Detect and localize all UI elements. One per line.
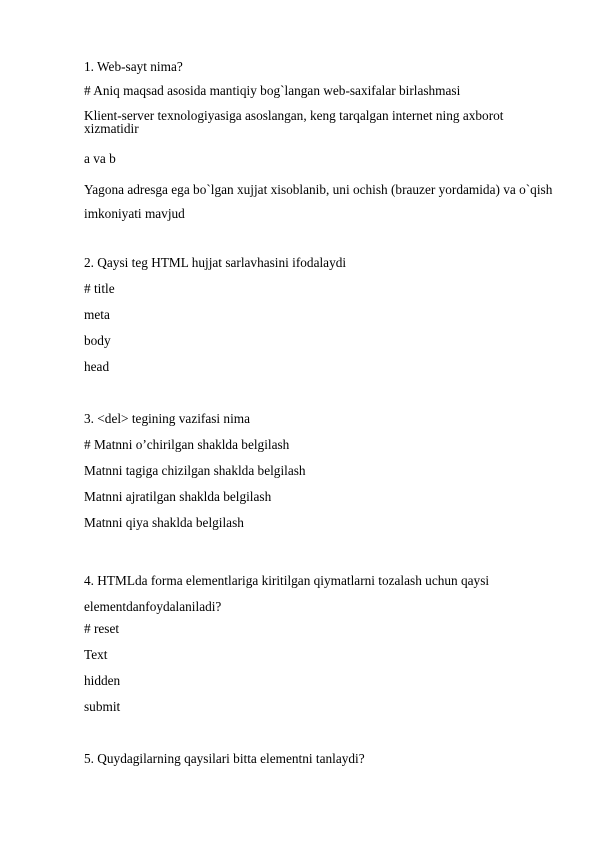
question-1-answer-3: a va b — [84, 151, 116, 166]
question-3-answer-3: Matnni ajratilgan shaklda belgilash — [84, 489, 272, 504]
question-4-title: 4. HTMLda forma elementlariga kiritilgan qiymatlarni tozalash uchun qaysi elementdanfoydalaniladi? — [84, 573, 490, 614]
question-4-answer-4: submit — [84, 699, 121, 714]
question-1-title: 1. Web-sayt nima? — [84, 59, 183, 74]
question-3-answer-2: Matnni tagiga chizilgan shaklda belgilash — [84, 463, 306, 478]
question-3-answer-1: # Matnni o’chirilgan shaklda belgilash — [84, 437, 290, 452]
question-4-answer-1: # reset — [84, 621, 120, 636]
question-1-answer-1: # Aniq maqsad asosida mantiqiy bog`langan web-saxifalar birlashmasi — [84, 83, 461, 98]
question-3-answer-4: Matnni qiya shaklda belgilash — [84, 515, 244, 530]
question-2-title: 2. Qaysi teg HTML hujjat sarlavhasini ifodalaydi — [84, 255, 347, 270]
question-5-title: 5. Quydagilarning qaysilari bitta elementni tanlaydi? — [84, 751, 365, 766]
question-2-answer-4: head — [84, 359, 110, 374]
question-4-answer-3: hidden — [84, 673, 121, 688]
question-1-answer-4: Yagona adresga ega bo`lgan xujjat xisoblanib, uni ochish (brauzer yordamida) va o`qish imkoniyati mavjud — [84, 182, 553, 221]
question-4-answer-2: Text — [84, 647, 108, 662]
question-2-answer-2: meta — [84, 307, 110, 322]
question-3-title: 3. <del> tegining vazifasi nima — [84, 411, 251, 426]
question-2-answer-1: # title — [84, 281, 115, 296]
question-2-answer-3: body — [84, 333, 111, 348]
question-1-answer-2: Klient-server texnologiyasiga asoslangan, keng tarqalgan internet ning axborot xizmatidir — [84, 108, 504, 136]
